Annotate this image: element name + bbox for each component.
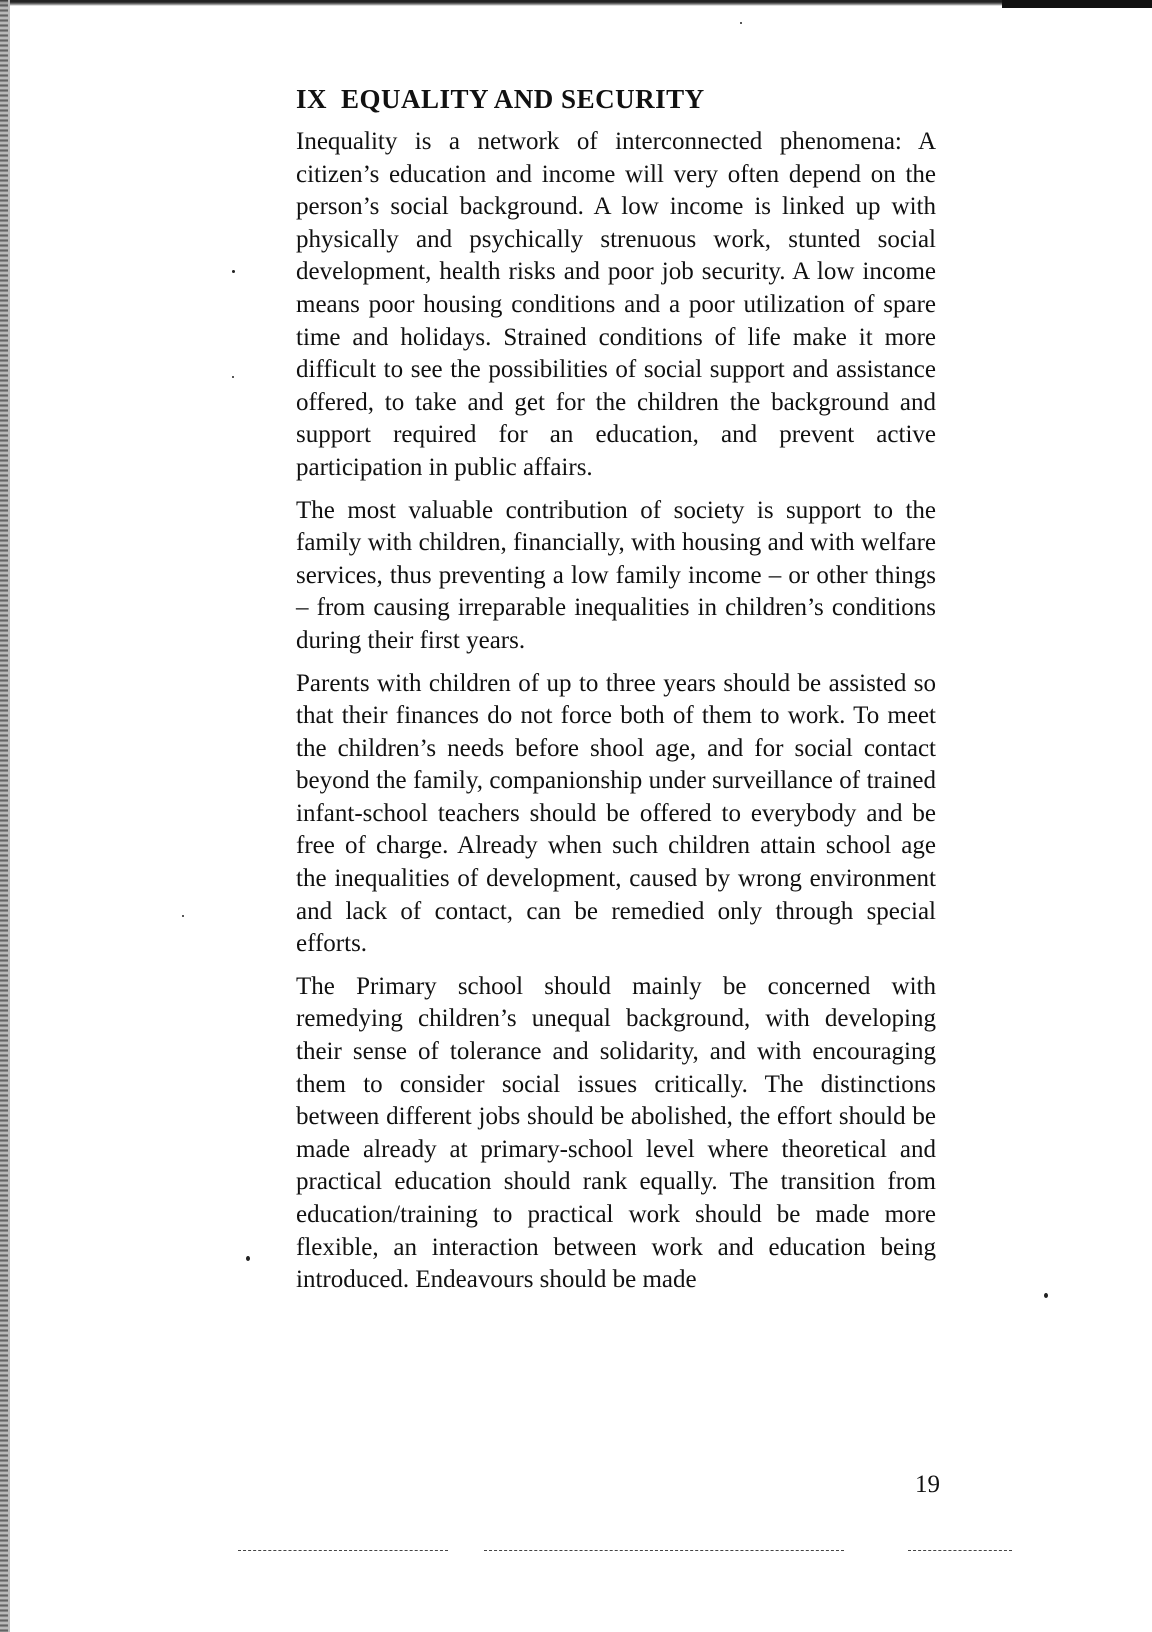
scan-binding-edge-inner	[8, 0, 10, 1632]
scan-top-edge	[0, 0, 1152, 6]
paragraph-3: Parents with children of up to three years should be assisted so that their finances do not force both of them to work. To meet the children’s needs before shool age, and for social contact beyond the family, companionship under surveillance of trained infant-school teachers should be offered to everybody and be free of charge. Already when such children attain school age the inequalities of development, caused by wrong environment and lack of contact, can be remedied only through special efforts.	[296, 669, 936, 958]
paragraph-2: The most valuable contribution of society is support to the family with children, financially, with housing and with welfare services, thus preventing a low family income – or other things – from causing irreparable inequalities in children’s conditions during their first years.	[296, 496, 936, 654]
scan-speck	[1044, 1293, 1048, 1298]
scan-binding-edge	[0, 0, 8, 1632]
section-heading	[296, 82, 936, 116]
scan-speck	[246, 1256, 250, 1261]
section-number: IX	[296, 84, 328, 114]
scan-speck	[740, 22, 742, 24]
scan-speck	[232, 270, 235, 273]
footer-dashed-rule-1	[238, 1550, 448, 1551]
scan-speck	[232, 376, 234, 378]
page-number: 19	[915, 1471, 940, 1498]
footer-dashed-rule-3	[908, 1550, 1012, 1551]
section-title: EQUALITY AND SECURITY	[341, 84, 705, 114]
paragraph-1: Inequality is a network of interconnected phenomena: A citizen’s education and income will very often depend on the person’s social background. A low income is linked up with physically and psychically strenuous work, stunted social development, health risks and poor job security. A low income means poor housing conditions and a poor utilization of spare time and holidays. Strained conditions of life make it more difficult to see the possibilities of social support and assistance offered, to take and get for the children the background and support required for an education, and prevent active participation in public affairs.	[296, 128, 936, 481]
page-body	[296, 82, 936, 1307]
scan-top-edge-dark	[1002, 0, 1152, 8]
paragraph-4: The Primary school should mainly be concerned with remedying children’s unequal background, with developing their sense of tolerance and solidarity, and with encouraging them to consider social issues critically. The distinctions between different jobs should be abolished, the effort should be made already at primary-school level where theoretical and practical education should rank equally. The transition from education/training to practical work should be made more flexible, an interaction between work and education being introduced. Endeavours should be made	[296, 972, 936, 1294]
footer-dashed-rule-2	[484, 1550, 844, 1551]
scan-speck	[182, 915, 184, 917]
